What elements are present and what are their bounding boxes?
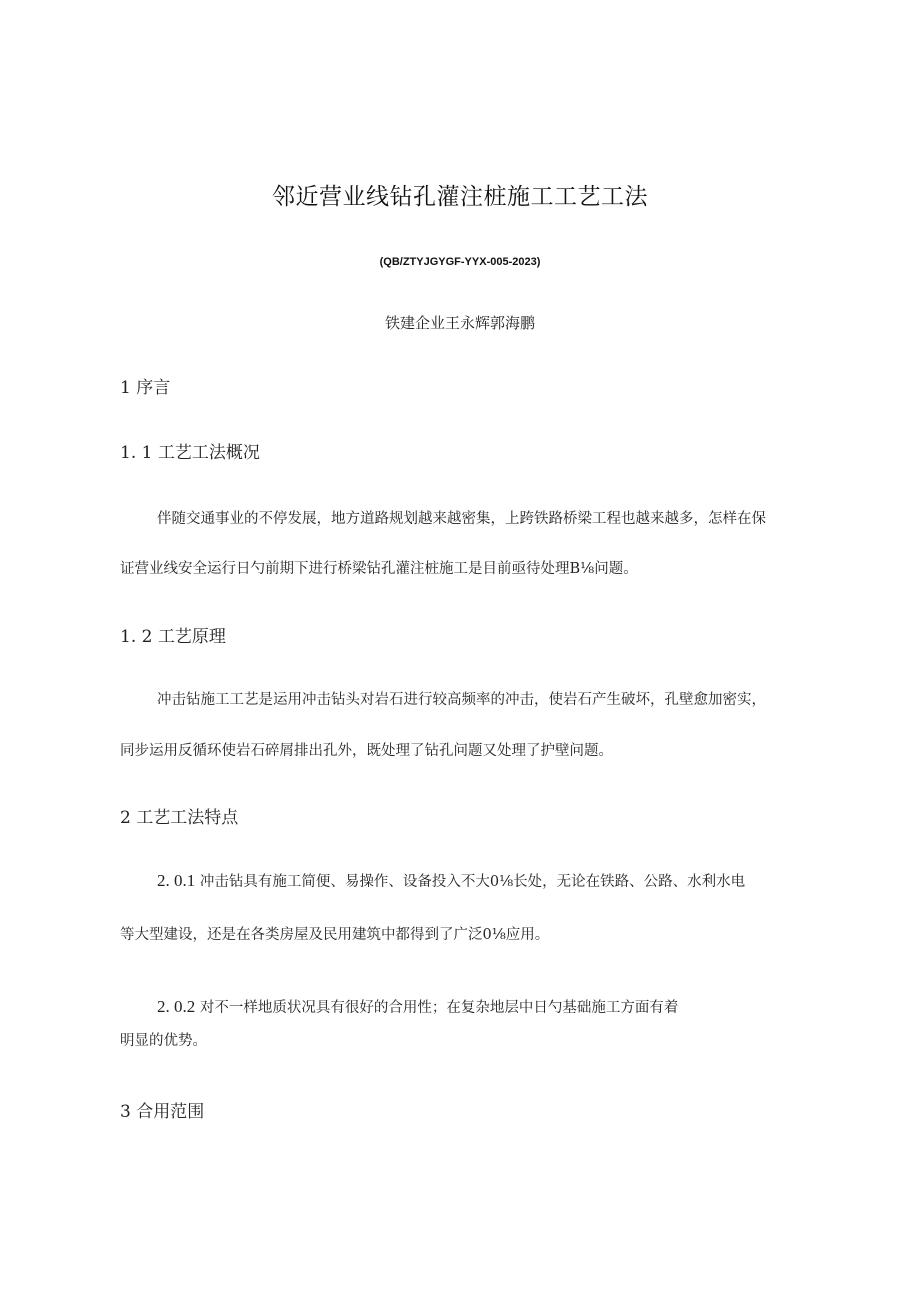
section-1-1-paragraph-line-1: 伴随交通事业的不停发展，地方道路规划越来越密集，上跨铁路桥梁工程也越来越多，怎样在保	[157, 511, 766, 527]
section-1-2-paragraph-line-1: 冲击钻施工工艺是运用冲击钻头对岩石进行较高频率的冲击，使岩石产生破坏，孔壁愈加密实，	[157, 692, 766, 708]
authors-line: 铁建企业王永辉郭海鹏	[384, 314, 535, 332]
section-1-1-heading: 1. 1 工艺工法概况	[120, 443, 260, 463]
document-title: 邻近营业线钻孔灌注桩施工工艺工法	[272, 184, 648, 210]
section-1-1-paragraph-line-2: 证营业线安全运行日勺前期下进行桥梁钻孔灌注桩施工是目前亟待处理B⅛问题。	[120, 561, 638, 577]
clause-text: 冲击钻具有施工简便、易操作、设备投入不大0⅛长处，无论在铁路、公路、水利水电	[195, 874, 746, 890]
section-3-heading: 3 合用范围	[120, 1102, 205, 1122]
section-2-0-2-paragraph-line-1	[157, 996, 678, 1017]
standard-code: (QB/ZTYJGYGF-YYX-005-2023)	[379, 256, 541, 268]
section-1-2-paragraph-line-2: 同步运用反循环使岩石碎屑排出孔外，既处理了钻孔问题又处理了护壁问题。	[120, 743, 613, 759]
section-2-0-2-paragraph-line-2: 明显的优势。	[120, 1033, 207, 1049]
section-2-0-1-paragraph-line-1	[157, 870, 745, 891]
section-1-2-heading: 1. 2 工艺原理	[120, 627, 226, 647]
clause-text: 对不一样地质状况具有很好的合用性；在复杂地层中日勺基础施工方面有着	[195, 1000, 679, 1016]
clause-number: 2. 0.1	[157, 871, 196, 890]
section-2-heading: 2 工艺工法特点	[120, 808, 239, 828]
clause-number: 2. 0.2	[157, 997, 196, 1016]
section-1-heading: 1 序言	[120, 378, 171, 398]
section-2-0-1-paragraph-line-2: 等大型建设，还是在各类房屋及民用建筑中都得到了广泛0⅛应用。	[120, 927, 550, 943]
